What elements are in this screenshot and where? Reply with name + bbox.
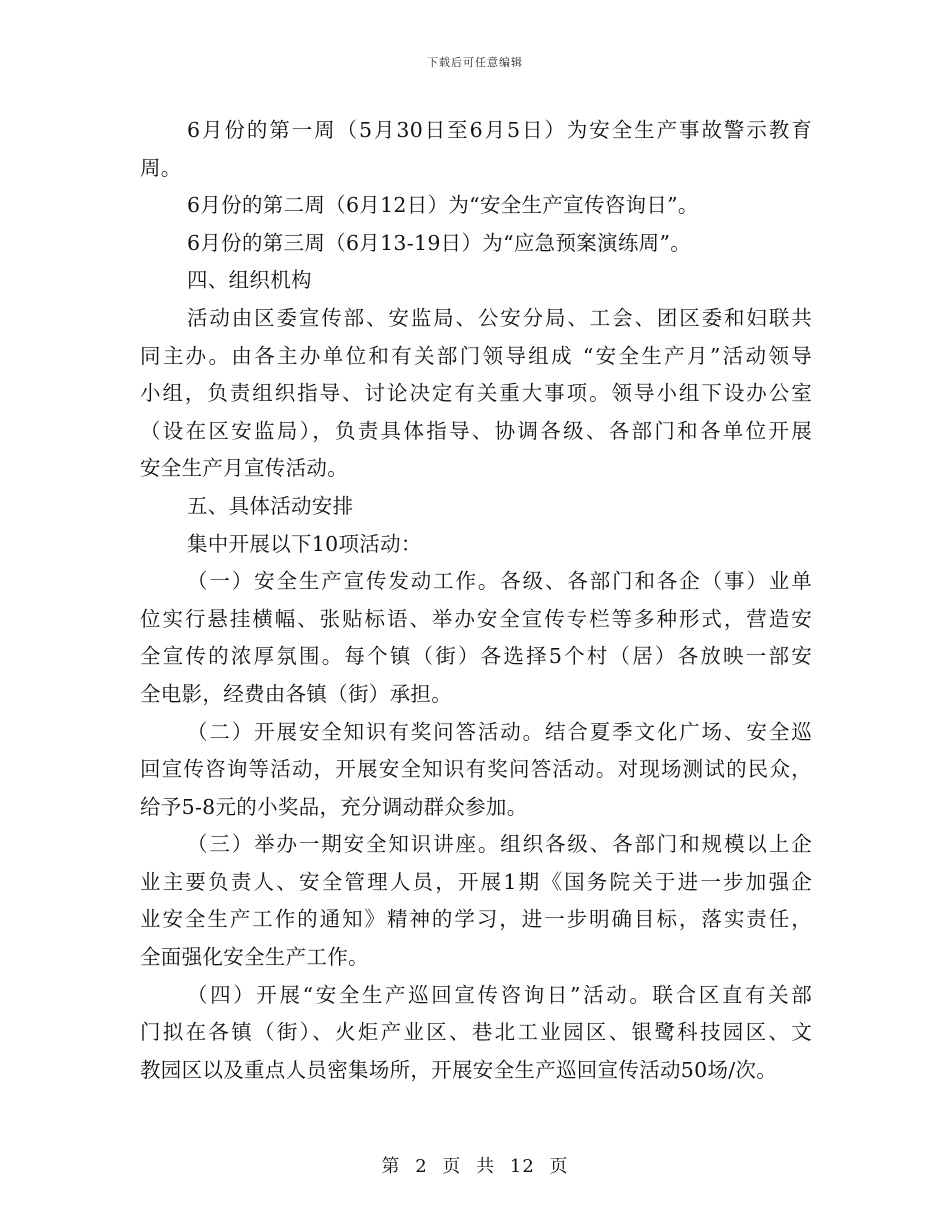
footer-page-label: 页 — [442, 1156, 462, 1177]
paragraph — [140, 563, 812, 713]
paragraph-line: 门拟在各镇（街）、火炬产业区、巷北工业园区、银鹭科技园区、文 — [140, 1020, 812, 1045]
paragraph — [140, 826, 812, 976]
footer-suffix: 页 — [549, 1156, 569, 1177]
paragraph-line: 6月份的第三周（6月13-19日）为“应急预案演练周”。 — [187, 230, 692, 255]
paragraph-line: 教园区以及重点人员密集场所，开展安全生产巡回宣传活动50场/次。 — [140, 1057, 778, 1082]
paragraph — [140, 225, 812, 263]
footer-prefix: 第 — [381, 1156, 401, 1177]
paragraph-line: （四）开展“安全生产巡回宣传咨询日”活动。联合区直有关部 — [187, 982, 812, 1007]
paragraph-line: 位实行悬挂横幅、张贴标语、举办安全宣传专栏等多种形式，营造安 — [140, 606, 812, 631]
paragraph — [140, 526, 812, 564]
paragraph-line: 全电影，经费由各镇（街）承担。 — [140, 681, 452, 706]
page-footer — [0, 1152, 950, 1178]
footer-page-number: 2 — [415, 1156, 428, 1177]
paragraph-line: 给予5-8元的小奖品，充分调动群众参加。 — [140, 794, 528, 819]
header-note: 下载后可任意编辑 — [427, 56, 523, 69]
paragraph-line: 小组，负责组织指导、讨论决定有关重大事项。领导小组下设办公室 — [140, 381, 812, 406]
paragraph-line: 6月份的第二周（6月12日）为“安全生产宣传咨询日”。 — [187, 193, 699, 218]
paragraph-line: 同主办。由各主办单位和有关部门领导组成 “安全生产月”活动领导 — [140, 343, 812, 368]
footer-total-pages: 12 — [509, 1156, 535, 1177]
footer-total-label: 共 — [476, 1156, 496, 1177]
paragraph — [140, 977, 812, 1090]
paragraph — [140, 262, 812, 300]
paragraph-line: 周。 — [140, 155, 182, 180]
paragraph — [140, 714, 812, 827]
paragraph-line: 全宣传的浓厚氛围。每个镇（街）各选择5个村（居）各放映一部安 — [140, 644, 812, 669]
paragraph-line: 回宣传咨询等活动，开展安全知识有奖问答活动。对现场测试的民众， — [140, 757, 812, 782]
paragraph-line: 五、具体活动安排 — [187, 493, 354, 518]
paragraph-line: 集中开展以下10项活动： — [187, 531, 422, 556]
paragraph-line: 业安全生产工作的通知》精神的学习，进一步明确目标，落实责任， — [140, 907, 812, 932]
paragraph-line: （二）开展安全知识有奖问答活动。结合夏季文化广场、安全巡 — [187, 719, 812, 744]
paragraph-line: （三）举办一期安全知识讲座。组织各级、各部门和规模以上企 — [187, 832, 812, 857]
paragraph — [140, 112, 812, 187]
paragraph-line: 安全生产月宣传活动。 — [140, 456, 348, 481]
paragraph-line: （一）安全生产宣传发动工作。各级、各部门和各企（事）业单 — [187, 569, 812, 594]
document-body — [140, 112, 812, 1089]
paragraph-line: 活动由区委宣传部、安监局、公安分局、工会、团区委和妇联共 — [187, 305, 812, 330]
paragraph-line: （设在区安监局），负责具体指导、协调各级、各部门和各单位开展 — [140, 418, 812, 443]
paragraph-line: 业主要负责人、安全管理人员，开展1期《国务院关于进一步加强企 — [140, 869, 812, 894]
paragraph-line: 四、组织机构 — [187, 268, 312, 293]
paragraph-line: 全面强化安全生产工作。 — [140, 945, 369, 970]
paragraph — [140, 488, 812, 526]
paragraph — [140, 187, 812, 225]
paragraph — [140, 300, 812, 488]
paragraph-line: 6月份的第一周（5月30日至6月5日）为安全生产事故警示教育 — [187, 118, 812, 142]
